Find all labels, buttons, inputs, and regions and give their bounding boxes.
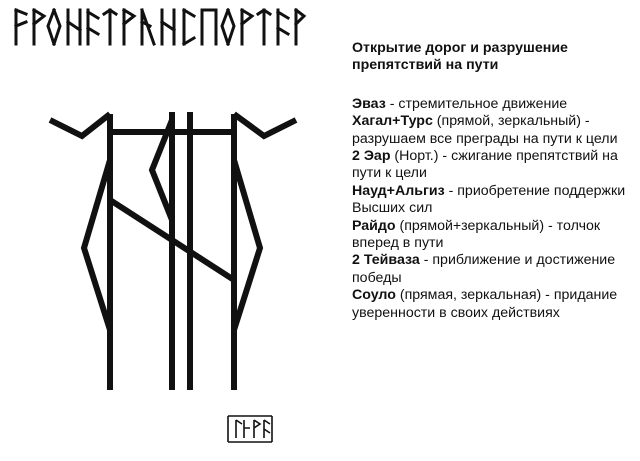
description-panel (352, 40, 632, 322)
stave-right-arm (234, 114, 296, 136)
rune-name: Эваз (352, 95, 386, 112)
rune-description: - приближение и достижение победы (352, 252, 616, 286)
entry-teivaz (352, 252, 632, 287)
rune-description: - приобретение поддержки Высших сил (352, 182, 626, 217)
rune-note: (прямой+зеркальный) (395, 217, 545, 234)
rune-description: - придание уверенности в своих действиях (352, 287, 618, 321)
rune-description: - сжигание препятствий на пути к цели (352, 148, 618, 182)
rune-name: Науд+Альгиз (352, 182, 445, 199)
rune-stave-illustration (40, 100, 310, 400)
entry-naud-algiz (352, 183, 632, 218)
stave-left-arm (50, 114, 110, 136)
stave-left-chevron (84, 160, 110, 330)
entry-evaz (352, 96, 632, 113)
entry-raido (352, 218, 632, 253)
entry-soulo (352, 287, 632, 322)
rune-description: - толчок вперед в пути (352, 217, 601, 252)
entry-hagal-turs (352, 113, 632, 148)
rune-name: Райдо (352, 217, 396, 234)
rune-name: Хагал+Турс (352, 113, 433, 130)
rune-note: (прямой, зеркальный) (432, 113, 581, 130)
runic-title-logo (8, 4, 308, 50)
stave-right-chevron (234, 160, 260, 330)
description-heading: Открытие дорог и разрушение препятствий на пути (352, 40, 568, 74)
rune-name: 2 Эар (352, 148, 391, 165)
rune-description: - стремительное движение (385, 95, 568, 112)
rune-name: Соуло (352, 287, 396, 304)
entry-ear (352, 148, 632, 183)
signature-monogram (224, 412, 276, 446)
rune-name: 2 Тейваза (352, 252, 420, 269)
rune-description: - разрушаем все преграды на пути к цели (352, 113, 618, 147)
rune-note: (Норт.) (390, 148, 439, 165)
rune-note: (прямая, зеркальная) (395, 287, 542, 304)
